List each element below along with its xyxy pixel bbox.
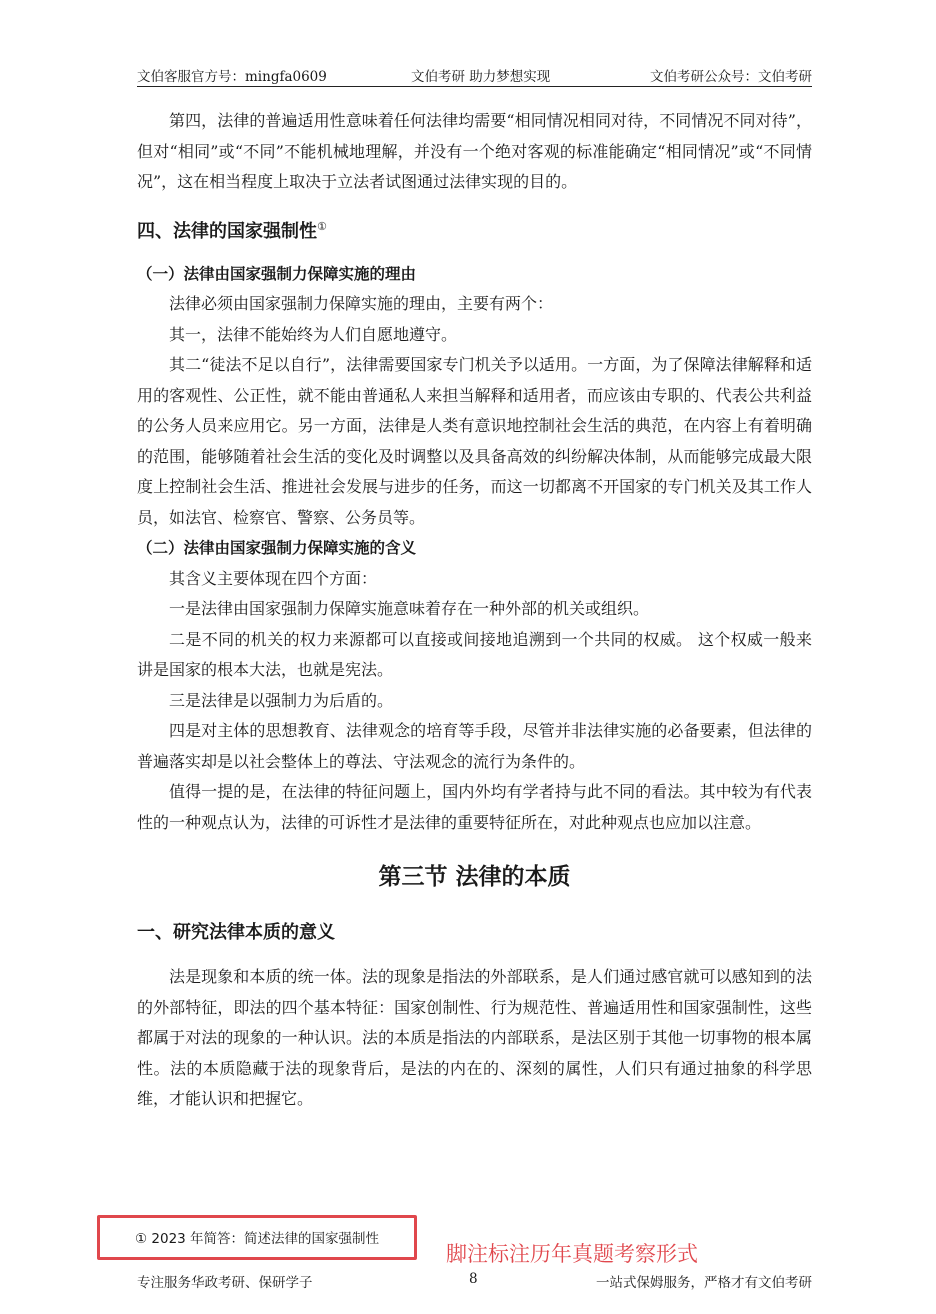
header-slogan: 文伯考研 助力梦想实现: [411, 69, 551, 85]
paragraph-reasons-intro: 法律必须由国家强制力保障实施的理由，主要有两个：: [169, 294, 554, 313]
paragraph-meaning-three: 三是法律是以强制力为后盾的。: [169, 690, 394, 710]
header-service-account: 文伯客服官方号：mingfa0609: [137, 69, 327, 85]
footer-slogan-right: 一站式保姆服务，严格才有文伯考研: [596, 1275, 812, 1291]
heading-state-coercion-text: 四、法律的国家强制性: [137, 220, 317, 242]
paragraph-alternative-view: 值得一提的是，在法律的特征问题上，国内外均有学者持与此不同的看法。其中较为有代表性的一种观点认为，法律的可诉性才是法律的重要特征所在，对此种观点也应加以注意。: [137, 782, 812, 832]
section-title: 第三节 法律的本质: [378, 864, 571, 890]
page-content: [137, 106, 812, 1115]
paragraph-reason-one: 其一，法律不能始终为人们自愿地遵守。: [169, 324, 458, 344]
paragraph-meaning-four: 四是对主体的思想教育、法律观念的培育等手段，尽管并非法律实施的必备要素，但法律的普遍落实却是以社会整体上的尊法、守法观念的流行为条件的。: [137, 721, 812, 771]
page-footer: [137, 1271, 812, 1291]
page-number: 8: [469, 1271, 478, 1287]
subheading-reasons: （一）法律由国家强制力保障实施的理由: [137, 264, 417, 283]
paragraph-essence: 法是现象和本质的统一体。法的现象是指法的外部联系，是人们通过感官就可以感知到的法的外部特征，即法的四个基本特征：国家创制性、行为规范性、普遍适用性和国家强制性，这些都属于对法的现象的一种认识。法的本质是指法的内部联系，是法区别于其他一切事物的根本属性。法的本质隐藏于法的现象背后，是法的内在的、深刻的属性，人们只有通过抽象的科学思维，才能认识和把握它。: [137, 967, 812, 1108]
heading-essence-significance: 一、研究法律本质的意义: [137, 922, 335, 943]
footer-slogan-left: 专注服务华政考研、保研学子: [137, 1275, 313, 1291]
paragraph-meaning-intro: 其含义主要体现在四个方面：: [169, 568, 378, 588]
paragraph-reason-two: 其二“徒法不足以自行”，法律需要国家专门机关予以适用。一方面，为了保障法律解释和适用的客观性、公正性，就不能由普通私人来担当解释和适用者，而应该由专职的、代表公共利益的公务人员来应用它。另一方面，法律是人类有意识地控制社会生活的典范，在内容上有着明确的范围，能够随着社会生活的变化及时调整以及具备高效的纠纷解决体制，从而能够完成最大限度上控制社会生活、推进社会发展与进步的任务，而这一切都离不开国家的专门机关及其工作人员，如法官、检察官、警察、公务员等。: [137, 355, 812, 527]
subheading-meaning: （二）法律由国家强制力保障实施的含义: [137, 539, 417, 557]
heading-state-coercion: [137, 212, 812, 247]
page-header: [137, 62, 812, 87]
footnote-text: ① 2023 年简答：简述法律的国家强制性: [135, 1231, 380, 1247]
footnote-reference-mark[interactable]: ①: [317, 219, 327, 233]
paragraph-meaning-one: 一是法律由国家强制力保障实施意味着存在一种外部的机关或组织。: [169, 599, 650, 618]
footnote-annotation: 脚注标注历年真题考察形式: [446, 1242, 698, 1266]
paragraph-fourth-point: 第四，法律的普遍适用性意味着任何法律均需要“相同情况相同对待，不同情况不同对待”，但对“相同”或“不同”不能机械地理解，并没有一个绝对客观的标准能确定“相同情况”或“不同情况”，这在相当程度上取决于立法者试图通过法律实现的目的。: [137, 111, 812, 191]
header-public-account: 文伯考研公众号：文伯考研: [650, 69, 812, 85]
paragraph-meaning-two: 二是不同的机关的权力来源都可以直接或间接地追溯到一个共同的权威。 这个权威一般来讲是国家的根本大法，也就是宪法。: [137, 629, 812, 679]
